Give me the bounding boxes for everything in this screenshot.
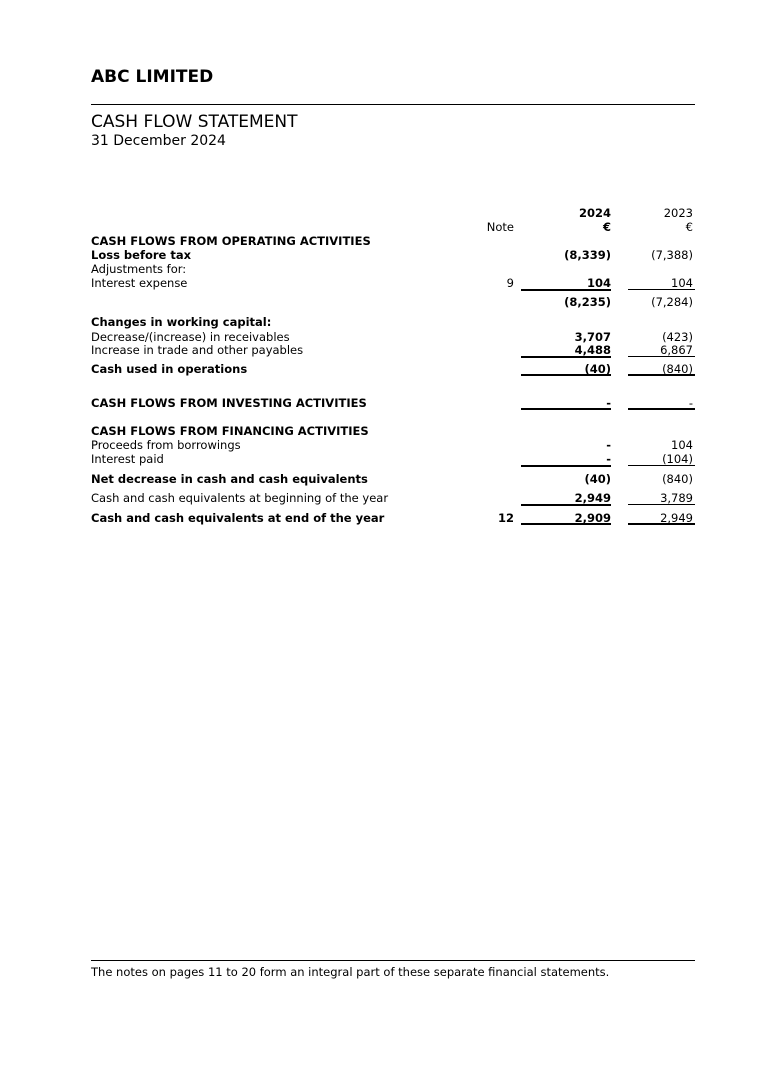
table-row — [91, 491, 695, 505]
column-header-current-currency: € — [602, 220, 611, 234]
column-header-prior-currency: € — [685, 220, 693, 234]
row-label: Interest paid — [91, 452, 164, 466]
table-row — [91, 438, 695, 452]
footer-rule — [91, 960, 695, 961]
subtotal-rule — [521, 356, 611, 358]
subtotal-rule — [521, 465, 611, 467]
table-row — [91, 452, 695, 466]
company-name: ABC LIMITED — [91, 67, 214, 87]
table-row — [91, 234, 695, 248]
value-prior: (840) — [662, 472, 693, 486]
total-rule — [521, 408, 611, 410]
row-label: Interest expense — [91, 276, 188, 290]
subtotal-rule — [521, 289, 611, 291]
section-heading-operating: CASH FLOWS FROM OPERATING ACTIVITIES — [91, 234, 371, 248]
row-label: Cash and cash equivalents at beginning of the year — [91, 491, 389, 505]
column-header-note: Note — [486, 220, 514, 234]
statement-date: 31 December 2024 — [91, 133, 226, 149]
value-current: 4,488 — [574, 343, 611, 357]
table-row — [91, 343, 695, 357]
subtotal-rule — [628, 504, 695, 505]
table-row — [91, 262, 695, 276]
value-current: (40) — [584, 362, 611, 376]
row-label: Adjustments for: — [91, 262, 187, 276]
value-current: (40) — [584, 472, 611, 486]
table-row — [91, 248, 695, 262]
column-header-current-year: 2024 — [578, 206, 611, 220]
value-current: 104 — [586, 276, 611, 290]
total-rule — [521, 523, 611, 525]
row-note: 9 — [506, 276, 514, 290]
value-prior: - — [688, 396, 693, 410]
total-rule — [628, 523, 695, 525]
value-current: 2,949 — [574, 491, 611, 505]
table-row — [91, 330, 695, 344]
value-prior: 2,949 — [660, 511, 693, 525]
table-row — [91, 276, 695, 290]
value-current: 3,707 — [574, 330, 611, 344]
table-row — [91, 295, 695, 309]
value-current: 2,909 — [574, 511, 611, 525]
table-row — [91, 472, 695, 486]
total-rule — [521, 374, 611, 376]
value-current: (8,339) — [564, 248, 611, 262]
column-header-prior-year: 2023 — [663, 206, 693, 220]
value-current: - — [606, 396, 611, 410]
column-header-units — [91, 220, 695, 234]
value-current: - — [606, 452, 611, 466]
header-rule — [91, 104, 695, 105]
value-prior: (7,388) — [651, 248, 693, 262]
value-prior: (423) — [662, 330, 693, 344]
row-label: Net decrease in cash and cash equivalents — [91, 472, 368, 486]
row-label: Decrease/(increase) in receivables — [91, 330, 290, 344]
statement-title: CASH FLOW STATEMENT — [91, 112, 298, 132]
value-current: - — [606, 438, 611, 452]
value-prior: 104 — [671, 276, 693, 290]
total-rule — [628, 374, 695, 376]
row-label: Cash used in operations — [91, 362, 248, 376]
value-prior: 104 — [671, 438, 693, 452]
row-label: Changes in working capital: — [91, 315, 272, 329]
table-row — [91, 424, 695, 438]
footer-note: The notes on pages 11 to 20 form an integral part of these separate financial statements. — [91, 965, 610, 979]
value-prior: (840) — [662, 362, 693, 376]
row-label: Cash and cash equivalents at end of the year — [91, 511, 385, 525]
subtotal-rule — [628, 289, 695, 290]
section-heading-financing: CASH FLOWS FROM FINANCING ACTIVITIES — [91, 424, 369, 438]
section-heading-investing: CASH FLOWS FROM INVESTING ACTIVITIES — [91, 396, 367, 410]
row-note: 12 — [497, 511, 514, 525]
row-label: Proceeds from borrowings — [91, 438, 241, 452]
table-row — [91, 315, 695, 329]
row-label: Loss before tax — [91, 248, 192, 262]
total-rule — [628, 408, 695, 410]
subtotal-rule — [521, 504, 611, 506]
column-header-years — [91, 206, 695, 220]
subtotal-rule — [628, 465, 695, 466]
value-prior: (104) — [662, 452, 693, 466]
value-current: (8,235) — [564, 295, 611, 309]
subtotal-rule — [628, 356, 695, 357]
value-prior: 3,789 — [660, 491, 693, 505]
value-prior: (7,284) — [651, 295, 693, 309]
row-label: Increase in trade and other payables — [91, 343, 304, 357]
value-prior: 6,867 — [660, 343, 693, 357]
